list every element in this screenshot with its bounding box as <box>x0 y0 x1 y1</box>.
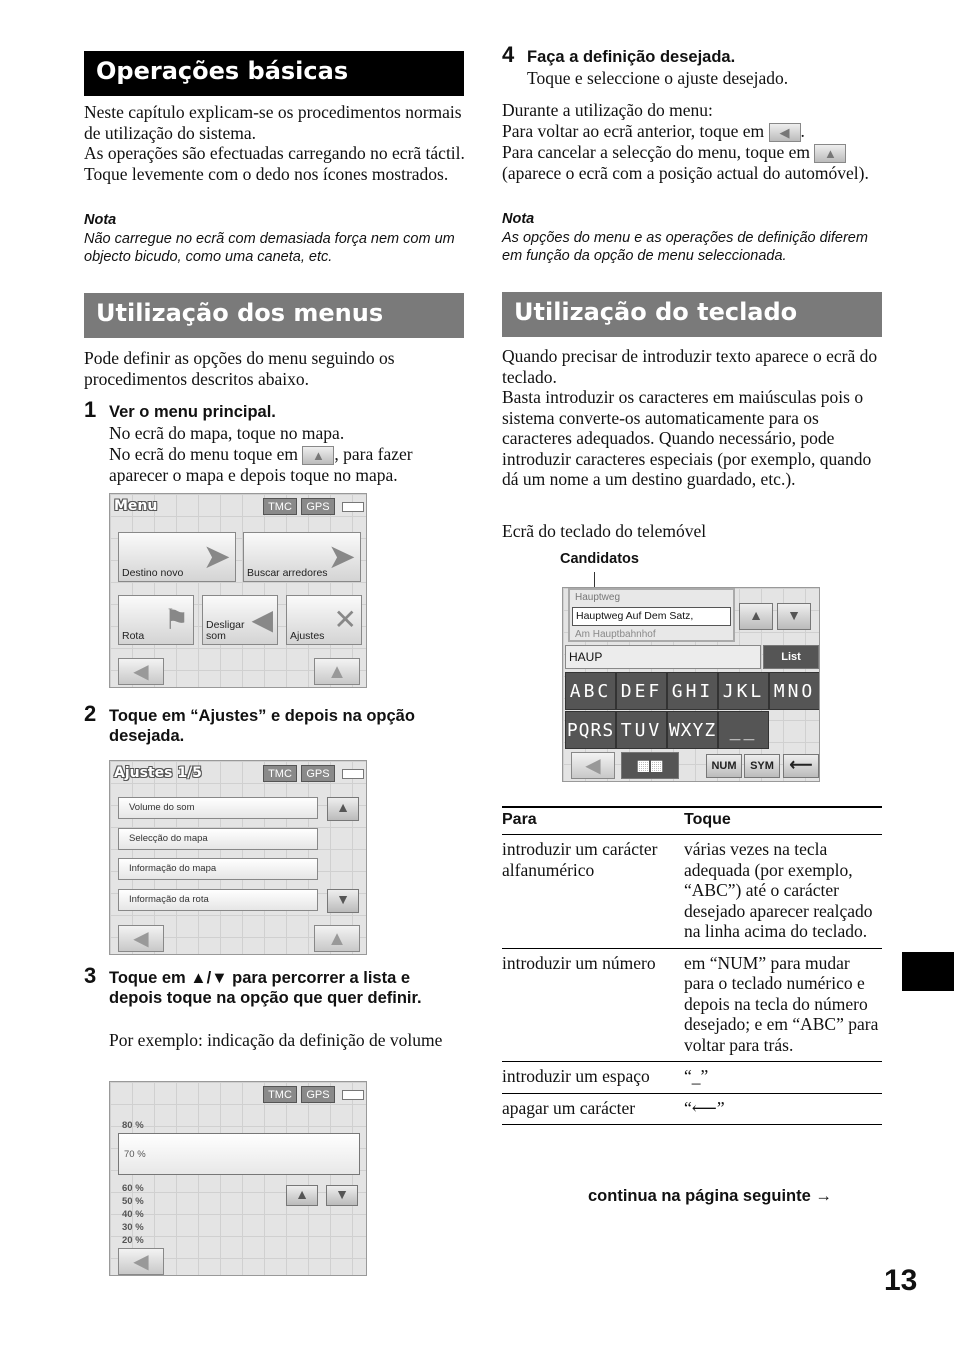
inline-back-button-icon: ◀ <box>769 123 801 142</box>
tile-new-destination: ➤ Destino novo <box>118 532 236 582</box>
step-number: 3 <box>84 963 97 988</box>
scroll-down-icon: ▼ <box>326 1185 358 1206</box>
candidates-box <box>568 588 735 642</box>
battery-icon <box>342 502 364 512</box>
map-button-icon: ▲ <box>314 658 360 685</box>
sym-button: SYM <box>744 754 780 778</box>
level-label: 50 % <box>122 1196 144 1207</box>
basic-paragraph: Neste capítulo explicam-se os procedimentos normais de utilização do sistema. As operações são efectuadas carregando no ecrã táctil. Toque levemente com o dedo nos ícones mostrados. <box>84 102 465 184</box>
map-button-icon: ▲ <box>314 925 360 952</box>
step-number: 4 <box>502 42 515 67</box>
keyboard-screenshot <box>562 587 820 782</box>
table-row <box>502 835 882 949</box>
table-cell: introduzir um carácter alfanumérico <box>502 839 658 880</box>
column-header: Para <box>502 811 537 828</box>
step-heading: Ver o menu principal. <box>109 403 276 421</box>
note-heading: Nota <box>84 212 117 228</box>
continue-note: continua na página seguinte → <box>588 1187 832 1205</box>
scroll-down-icon: ▼ <box>777 603 811 630</box>
back-button-icon: ◀ <box>571 752 615 779</box>
scroll-up-icon: ▲ <box>739 603 773 630</box>
menu-screenshot <box>109 493 367 688</box>
keyboard-toggle-icon: ▦▦ <box>621 752 679 779</box>
level-label: 20 % <box>122 1235 144 1246</box>
gps-badge: GPS <box>301 765 335 782</box>
step-heading: Faça a definição desejada. <box>527 48 736 66</box>
key: MNO <box>769 672 820 710</box>
tile-route: ⚑ Rota <box>118 595 194 645</box>
screen-title: Menu <box>114 498 158 514</box>
level-label: 60 % <box>122 1183 144 1194</box>
level-label: 30 % <box>122 1222 144 1233</box>
step-heading: Toque em “Ajustes” e depois na opção desejada. <box>109 707 415 745</box>
speaker-icon: ◀ <box>251 604 273 635</box>
key: WXYZ <box>667 711 718 749</box>
inline-map-button-icon: ▲ <box>302 446 334 465</box>
list-item: Informação do mapa <box>118 858 318 880</box>
list-item: Selecção do mapa <box>118 828 318 850</box>
table-cell: várias vezes na tecla adequada (por exemplo, “ABC”) até o carácter desejado aparecer realçado na linha acima do teclado. <box>684 839 873 941</box>
gps-badge: GPS <box>301 498 335 515</box>
table-row <box>502 1093 882 1125</box>
back-button-icon: ◀ <box>118 658 164 685</box>
wrench-icon: ✕ <box>333 604 357 635</box>
back-button-icon: ◀ <box>118 925 164 952</box>
heading-basic-operations: Operações básicas <box>84 51 464 96</box>
tmc-badge: TMC <box>263 765 297 782</box>
step-text: Toque e seleccione o ajuste desejado. <box>527 68 789 88</box>
tile-mute: ◀ Desligar som <box>202 595 278 645</box>
step-text: No ecrã do mapa, toque no mapa. No ecrã do menu toque em ▲ , para fazer aparecer o mapa e depois toque no mapa. <box>109 423 413 485</box>
level-label: 40 % <box>122 1209 144 1220</box>
key: GHI <box>667 672 718 710</box>
scroll-down-icon: ▼ <box>327 889 359 913</box>
page-number: 13 <box>884 1264 918 1297</box>
arrow-icon: ➤ <box>327 538 356 576</box>
tmc-badge: TMC <box>263 498 297 515</box>
during-menu-text: Durante a utilização do menu: Para voltar ao ecrã anterior, toque em ◀ . Para cancelar a selecção do menu, toque em ▲ (aparece o ecrã com a posição actual do automóvel). <box>502 100 869 184</box>
battery-icon <box>342 1090 364 1100</box>
level-label: 80 % <box>122 1120 144 1131</box>
arrow-right-icon: → <box>815 1187 832 1205</box>
instruction-table <box>502 806 882 1125</box>
volume-screenshot <box>109 1081 367 1276</box>
candidate: Am Hauptbahnhof <box>575 629 656 640</box>
battery-icon <box>342 769 364 779</box>
table-row <box>502 1062 882 1094</box>
list-item: Volume do som <box>118 797 318 819</box>
key: JKL <box>718 672 769 710</box>
table-cell: introduzir um número <box>502 952 656 973</box>
note-text: As opções do menu e as operações de definição diferem em função da opção de menu seleccionada. <box>502 230 868 264</box>
candidate-selected: Hauptweg Auf Dem Satz, <box>572 607 731 626</box>
key: PQRS <box>565 711 616 749</box>
column-header: Toque <box>684 811 731 828</box>
num-button: NUM <box>706 754 742 778</box>
keyboard-caption: Ecrã do teclado do telemóvel <box>502 521 707 541</box>
section-tab <box>902 952 954 991</box>
menus-intro: Pode definir as opções do menu seguindo os procedimentos descritos abaixo. <box>84 348 395 389</box>
heading-using-menus: Utilização dos menus <box>84 293 464 338</box>
step-heading: Toque em ▲/▼ para percorrer a lista e depois toque na opção que quer definir. <box>109 969 422 1007</box>
candidates-callout: Candidatos <box>560 551 639 567</box>
table-cell: introduzir um espaço <box>502 1066 650 1086</box>
table-header <box>502 807 882 835</box>
inline-map-button-icon: ▲ <box>814 144 846 163</box>
screen-title: Ajustes 1/5 <box>114 765 202 781</box>
note-text: Não carregue no ecrã com demasiada força nem com um objecto bicudo, como uma caneta, etc. <box>84 231 455 265</box>
selected-level: 70 % <box>118 1133 360 1175</box>
key: TUV <box>616 711 667 749</box>
arrow-icon: ➤ <box>202 538 231 576</box>
table-cell: “_” <box>684 1066 709 1086</box>
list-button: List <box>763 645 819 669</box>
key: ABC <box>565 672 616 710</box>
scroll-up-icon: ▲ <box>327 797 359 821</box>
settings-screenshot <box>109 760 367 955</box>
table-cell: em “NUM” para mudar para o teclado numérico e depois na tecla do número desejado; e em “ABC” para voltar para trás. <box>684 952 879 1055</box>
scroll-up-icon: ▲ <box>286 1185 318 1206</box>
keyboard-paragraph: Quando precisar de introduzir texto aparece o ecrã do teclado. Basta introduzir os caracteres em maiúsculas pois o sistema converte-os automaticamente para os caracteres adequados. Quando necessário, pode introduzir caracteres especiais (por exemplo, quando dá um nome a um destino guardado, etc.). <box>502 346 878 489</box>
table-row <box>502 948 882 1062</box>
gps-badge: GPS <box>301 1086 335 1103</box>
text-input: HAUP <box>565 645 761 669</box>
backspace-icon: ⟵ <box>783 754 819 778</box>
candidate: Hauptweg <box>575 592 621 603</box>
step-number: 2 <box>84 701 97 726</box>
flag-icon: ⚑ <box>163 604 189 635</box>
tile-settings: ✕ Ajustes <box>286 595 362 645</box>
note-heading: Nota <box>502 211 535 227</box>
step-text: Por exemplo: indicação da definição de volume <box>109 1030 443 1050</box>
tile-search-nearby: ➤ Buscar arredores <box>243 532 361 582</box>
heading-using-keyboard: Utilização do teclado <box>502 292 882 337</box>
space-key: __ <box>718 711 769 749</box>
list-item: Informação da rota <box>118 889 318 911</box>
table-cell: “⟵” <box>684 1097 725 1118</box>
key: DEF <box>616 672 667 710</box>
table-cell: apagar um carácter <box>502 1097 636 1118</box>
tmc-badge: TMC <box>263 1086 297 1103</box>
step-number: 1 <box>84 397 97 422</box>
back-button-icon: ◀ <box>118 1248 164 1275</box>
